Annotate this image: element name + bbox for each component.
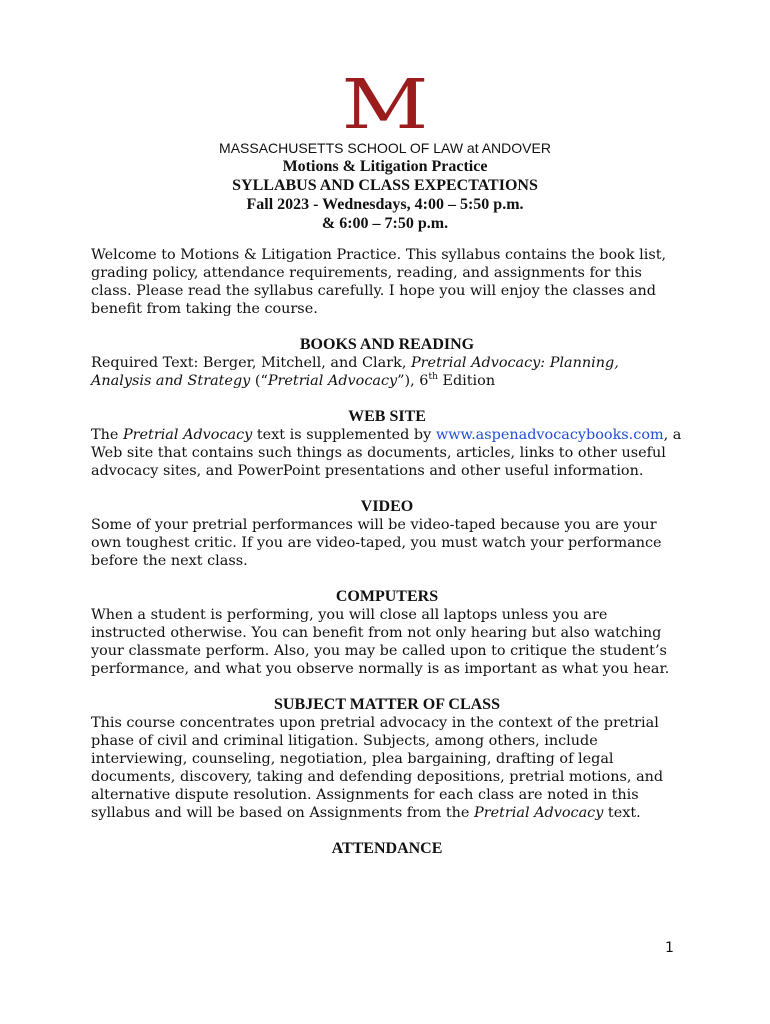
- school-name: MASSACHUSETTS SCHOOL OF LAW at ANDOVER: [219, 140, 551, 156]
- document-header: [0, 139, 770, 233]
- intro-paragraph: Welcome to Motions & Litigation Practice. This syllabus contains the book list, grading policy, attendance requirements, reading, and assignments for this class. Please read the syllabus carefully. I hope you will enjoy the classes and benefit from taking the course.: [91, 247, 667, 317]
- page-number: 1: [665, 940, 674, 956]
- syllabus-title: SYLLABUS AND CLASS EXPECTATIONS: [232, 177, 538, 194]
- school-logo: M: [341, 66, 429, 145]
- computers-heading: COMPUTERS: [335, 588, 439, 605]
- term-schedule: Fall 2023 - Wednesdays, 4:00 – 5:50 p.m.: [246, 196, 524, 213]
- book-short-title: Pretrial Advocacy: [267, 373, 398, 389]
- video-paragraph: Some of your pretrial performances will be video-taped because you are your own toughest critic. If you are video-taped, you must watch your performance before the next class.: [91, 517, 662, 569]
- subject-paragraph: This course concentrates upon pretrial advocacy in the context of the pretrial phase of civil and criminal litigation. Subjects, among others, include interviewing, counseling, negotiation, plea bargaining, drafting of legal documents, discovery, taking and defending depositions, pretrial motions, and alternative dispute resolution. Assignments for each class are noted in this syllabus and will be based on Assignments from the Pretrial Advocacy text.: [91, 715, 664, 821]
- website-link[interactable]: www.aspenadvocacybooks.com: [435, 427, 664, 443]
- books-paragraph: Required Text: Berger, Mitchell, and Clark, Pretrial Advocacy: Planning, Analysis and Strategy (“Pretrial Advocacy”), 6th Edition: [91, 355, 619, 389]
- course-title: Motions & Litigation Practice: [282, 158, 488, 175]
- document-body: [91, 246, 683, 858]
- book-title: Pretrial Advocacy: Planning, Analysis and Strategy: [91, 355, 619, 389]
- subject-heading: SUBJECT MATTER OF CLASS: [274, 696, 500, 713]
- attendance-heading: ATTENDANCE: [331, 840, 443, 857]
- second-time-slot: & 6:00 – 7:50 p.m.: [321, 215, 449, 232]
- computers-paragraph: When a student is performing, you will close all laptops unless you are instructed otherwise. You can benefit from not only hearing but also watching your classmate perform. Also, you may be called upon to critique the student’s performance, and what you observe normally is as important as what you hear.: [91, 607, 670, 677]
- books-heading: BOOKS AND READING: [299, 336, 475, 353]
- website-paragraph: The Pretrial Advocacy text is supplemented by www.aspenadvocacybooks.com, a Web site that contains such things as documents, articles, links to other useful advocacy sites, and PowerPoint presentations and other useful information.: [91, 427, 682, 479]
- video-heading: VIDEO: [360, 498, 414, 515]
- website-heading: WEB SITE: [348, 408, 426, 425]
